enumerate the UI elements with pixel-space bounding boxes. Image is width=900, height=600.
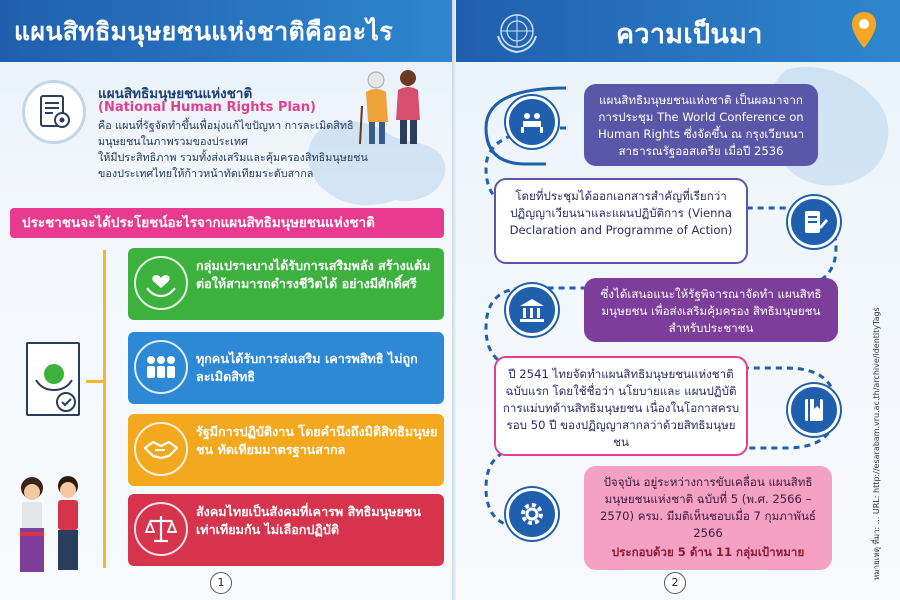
right-header [456,0,900,62]
right-header-title: ความเป็นมา [616,19,763,50]
benefits-banner: ประชาชนจะได้ประโยชน์อะไรจากแผนสิทธิมนุษยชนแห่งชาติ [10,208,444,238]
source-note [868,307,894,580]
map-pin-icon [850,10,878,50]
intro-body-2: ให้มีประสิทธิภาพ รวมทั้งส่งเสริมและคุ้มครองสิทธิมนุษยชน ของประเทศไทยให้ก้าวหน้าทัดเทียมระดับสากล [98,151,368,180]
right-page [456,0,900,600]
history-step-3: ซึ่งได้เสนอแนะให้รัฐพิจารณาจัดทำ แผนสิทธิมนุษยชน เพื่อส่งเสริมคุ้มครอง สิทธิมนุษยชนสำหรับประชาชน [584,278,838,342]
document-pen-icon [788,196,840,248]
book-icon [788,384,840,436]
hands-heart-icon [134,256,188,310]
people-group-icon [134,340,188,394]
history-step-2: โดยที่ประชุมได้ออกเอกสารสำคัญที่เรียกว่า ปฏิญญาเวียนนาและแผนปฏิบัติการ (Vienna Declaration and Programme of Action) [494,178,748,264]
gear-icon [506,488,558,540]
history-step-5 [584,466,832,570]
page-number-right: 2 [664,572,686,594]
history-step-4: ปี 2541 ไทยจัดทำแผนสิทธิมนุษยชนแห่งชาติ ฉบับแรก โดยใช้ชื่อว่า นโยบายและ แผนปฏิบัติการแม่บทด้านสิทธิมนุษยชน เนื่องในโอกาสครบรอบ 50 ปี ของปฏิญญาสากลว่าด้วยสิทธิมนุษยชน [494,356,748,456]
benefit-text-2: ทุกคนได้รับการส่งเสริม เคารพสิทธิ ไม่ถูกละเมิดสิทธิ [196,351,418,384]
left-header-title: แผนสิทธิมนุษยชนแห่งชาติคืออะไร [14,17,394,46]
benefit-card-1 [128,248,444,320]
history-step-5-text: ปัจจุบัน อยู่ระหว่างการขับเคลื่อน แผนสิทธิมนุษยชนแห่งชาติ ฉบับที่ 5 (พ.ศ. 2566 – 2570) ครม. มีมติเห็นชอบเมื่อ 7 กุมภาพันธ์ 2566 [599,475,817,540]
government-building-icon [506,284,558,336]
benefit-text-4: สังคมไทยเป็นสังคมที่เคารพ สิทธิมนุษยชนเท่าเทียมกัน ไม่เลือกปฏิบัติ [196,504,422,537]
intro-subtitle: (National Human Rights Plan) [98,100,316,115]
timeline-line [103,250,106,568]
un-emblem-icon [492,6,542,56]
scales-icon [134,502,188,556]
benefit-text-3: รัฐมีการปฏิบัติงาน โดยคำนึงถึงมิติสิทธิมนุษยชน ทัดเทียมมาตรฐานสากล [196,424,438,457]
timeline-connector [86,380,106,383]
benefit-text-1: กลุ่มเปราะบางได้รับการเสริมพลัง สร้างแต้มต่อให้สามารถดำรงชีวิตได้ อย่างมีศักดิ์ศรี [196,258,431,291]
history-step-1: แผนสิทธิมนุษยชนแห่งชาติ เป็นผลมาจาก การประชุม The World Conference on Human Rights ซึ่งจัดขึ้น ณ กรุงเวียนนา สาธารณรัฐออสเตรีย เมื่อปี 2536 [584,84,818,166]
source-note-text: หมายเหตุ ที่มา: ... URL: http://esarabam.vru.ac.th/archive/identityTags [872,307,881,580]
left-header [0,0,452,62]
elderly-couple-illustration [356,66,428,148]
intro-body-1: คือ แผนที่รัฐจัดทำขึ้นเพื่อมุ่งแก้ไขปัญหา การละเมิดสิทธิมนุษยชนในภาพรวมของประเทศ [98,119,354,148]
handshake-icon [134,422,188,476]
hands-globe-card-icon [26,342,80,416]
intro-title: แผนสิทธิมนุษยชนแห่งชาติ [98,86,253,102]
meeting-icon [506,96,558,148]
traditional-dress-people-illustration [8,466,90,584]
page-number-left: 1 [210,572,232,594]
benefit-card-3 [128,414,444,486]
document-gear-icon [22,80,86,144]
history-step-5-emphasis: ประกอบด้วย 5 ด้าน 11 กลุ่มเป้าหมาย [611,545,805,559]
benefit-card-2 [128,332,444,404]
benefit-card-4 [128,494,444,566]
